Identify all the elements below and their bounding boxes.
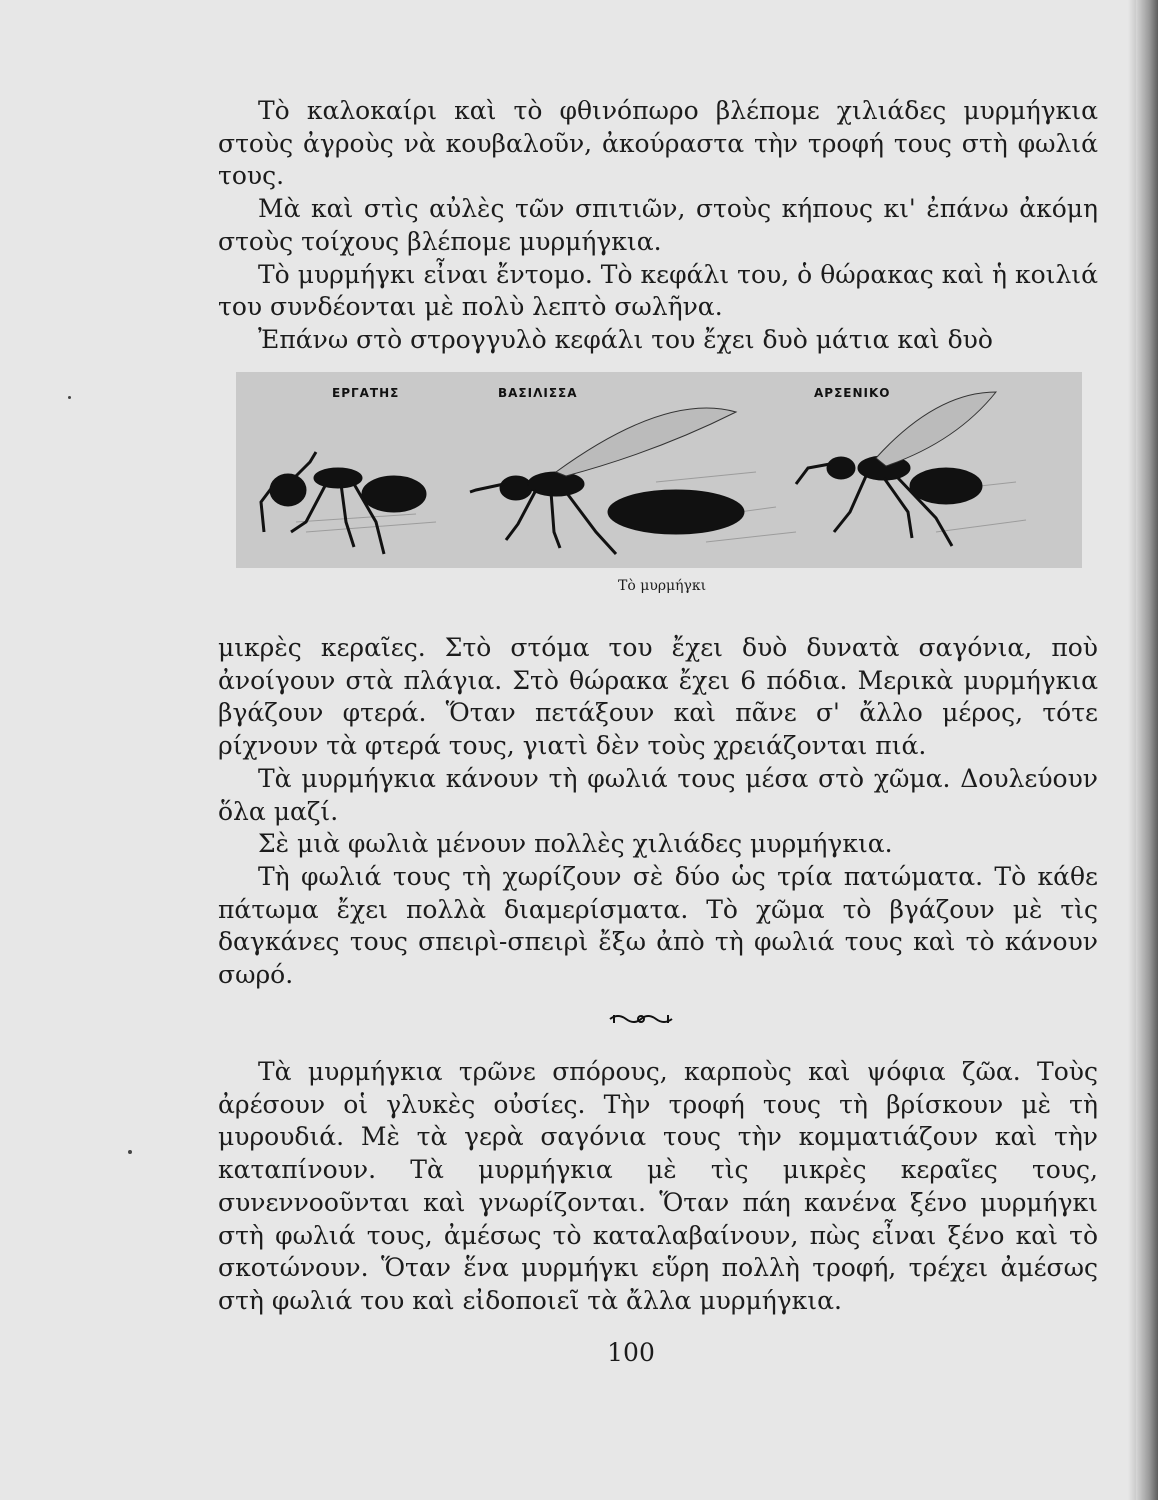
paragraph: Μὰ καὶ στὶς αὐλὲς τῶν σπιτιῶν, στοὺς κήπους κι' ἐπάνω ἀκόμη στοὺς τοίχους βλέπομε μυρμήγκια.	[218, 194, 1098, 256]
paragraph: Ἐπάνω στὸ στρογγυλὸ κεφάλι του ἔχει δυὸ μάτια καὶ δυὸ	[258, 324, 993, 354]
print-speck	[68, 396, 71, 399]
paragraph: Τὰ μυρμήγκια κάνουν τὴ φωλιά τους μέσα στὸ χῶμα. Δουλεύουν ὅλα μαζί.	[218, 763, 1098, 826]
paragraph: Σὲ μιὰ φωλιὰ μένουν πολλὲς χιλιάδες μυρμήγκια.	[258, 829, 893, 859]
text-block-top	[218, 95, 1098, 357]
page-number: 100	[607, 1338, 655, 1367]
male-ant-icon	[796, 392, 996, 546]
label-worker: ΕΡΓΑΤΗΣ	[332, 386, 400, 400]
paragraph: Τὴ φωλιά τους τὴ χωρίζουν σὲ δύο ὡς τρία πατώματα. Τὸ κάθε πάτωμα ἔχει πολλὰ διαμερίσματα. Τὸ χῶμα τὸ βγάζουν μὲ τὶς δαγκάνες τους σπειρὶ-σπειρὶ ἔξω ἀπὸ τὴ φωλιά τους καὶ τὸ κάνουν σωρό.	[218, 861, 1098, 990]
page-shadow	[1128, 0, 1136, 1500]
paragraph: Τὰ μυρμήγκια τρῶνε σπόρους, καρποὺς καὶ ψόφια ζῶα. Τοὺς ἀρέσουν οἱ γλυκὲς οὐσίες. Τὴν τροφή τους τὴ βρίσκουν μὲ τὴ μυρουδιά. Μὲ τὰ γερὰ σαγόνια τους τὴν κομματιάζουν καὶ τὴν καταπίνουν. Τὰ μυρμήγκια μὲ τὶς μικρὲς κεραῖες τους, συνεννοοῦνται καὶ γνωρίζονται. Ὅταν πάη κανένα ξένο μυρμήγκι στὴ φωλιά τους, ἀμέσως τὸ καταλαβαίνουν, πὼς εἶναι ξένο καὶ τὸ σκοτώνουν. Ὅταν ἕνα μυρμήγκι εὕρη πολλὴ τροφή, τρέχει ἀμέσως στὴ φωλιά του καὶ εἰδοποιεῖ τὰ ἄλλα μυρμήγκια.	[218, 1057, 1098, 1315]
ants-drawing	[236, 372, 1082, 568]
label-queen: ΒΑΣΙΛΙΣΣΑ	[498, 386, 578, 400]
text-block-middle	[218, 632, 1098, 992]
section-divider-ornament-icon	[608, 1011, 674, 1027]
paragraph: Τὸ καλοκαίρι καὶ τὸ φθινόπωρο βλέπομε χιλιάδες μυρμήγκια στοὺς ἀγροὺς νὰ κουβαλοῦν, ἀκούραστα τὴν τροφή τους στὴ φωλιά τους.	[218, 96, 1098, 191]
page-binding-edge	[1136, 0, 1158, 1500]
label-male: ΑΡΣΕΝΙΚΟ	[814, 386, 891, 400]
paragraph: Τὸ μυρμήγκι εἶναι ἔντομο. Τὸ κεφάλι του, ὁ θώρακας καὶ ἡ κοιλιά του συνδέονται μὲ πολὺ λεπτὸ σωλῆνα.	[218, 259, 1098, 322]
paragraph: μικρὲς κεραῖες. Στὸ στόμα του ἔχει δυὸ δυνατὰ σαγόνια, ποὺ ἀνοίγουν στὰ πλάγια. Στὸ θώρακα ἔχει 6 πόδια. Μερικὰ μυρμήγκια βγάζουν φτερά. Ὅταν πετάξουν καὶ πᾶνε σ' ἄλλο μέρος, τότε ρίχνουν τὰ φτερά τους, γιατὶ δὲν τοὺς χρειάζονται πιά.	[218, 633, 1098, 761]
print-speck	[128, 1150, 132, 1154]
text-block-bottom	[218, 1056, 1098, 1318]
worker-ant-icon	[261, 452, 426, 554]
ant-illustration	[236, 372, 1082, 568]
queen-ant-icon	[470, 408, 744, 554]
